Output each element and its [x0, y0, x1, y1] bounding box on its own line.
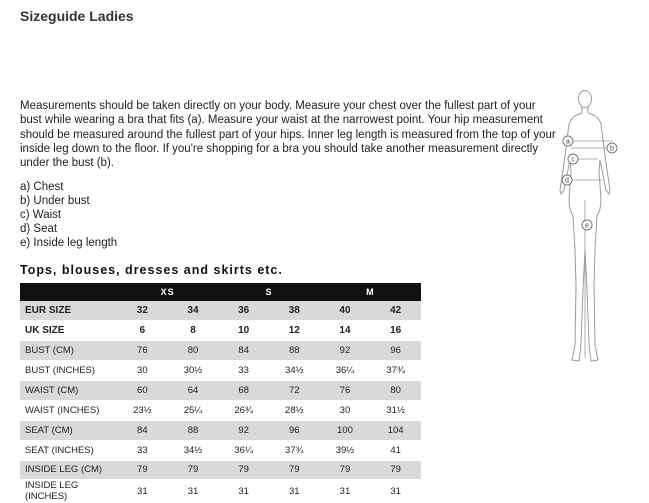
table-cell: 79 — [320, 460, 371, 480]
table-cell: 64 — [168, 380, 219, 400]
marker-c-label: c — [571, 156, 575, 164]
table-cell: 36 — [218, 301, 269, 320]
body-measurement-figure — [555, 90, 625, 380]
table-row — [20, 360, 421, 380]
table-cell: 79 — [269, 460, 320, 480]
table-cell: 31 — [269, 480, 320, 503]
row-label: INSIDE LEG (CM) — [20, 460, 117, 480]
table-cell: 80 — [370, 380, 421, 400]
marker-b-label: b — [610, 145, 614, 153]
table-cell: 34½ — [269, 360, 320, 380]
measurement-legend — [20, 180, 117, 250]
legend-item-inside-leg: e) Inside leg length — [20, 237, 118, 250]
table-cell: 31 — [117, 480, 168, 503]
table-cell: 6 — [117, 320, 168, 340]
table-cell: 16 — [370, 320, 421, 340]
table-cell: 79 — [370, 460, 421, 480]
table-cell: 100 — [320, 420, 371, 440]
table-cell: 14 — [320, 320, 371, 340]
table-row — [20, 420, 421, 440]
marker-e-label: e — [585, 222, 589, 230]
table-cell: 31 — [218, 480, 269, 503]
table-cell: 84 — [117, 420, 168, 440]
table-cell: 34 — [168, 301, 219, 320]
size-table-body — [20, 301, 421, 503]
table-cell: 36¼ — [218, 440, 269, 460]
table-cell: 96 — [269, 420, 320, 440]
table-cell: 30 — [117, 360, 168, 380]
table-cell: 92 — [320, 340, 371, 360]
table-cell: 79 — [218, 460, 269, 480]
table-cell: 26¾ — [218, 400, 269, 420]
table-row — [20, 301, 421, 320]
table-cell: 68 — [218, 380, 269, 400]
measurement-instructions: Measurements should be taken directly on your body. Measure your chest over the fullest part of your bust while wearing a bra that fits (a). Measure your waist at the narrowest point. Your hip measurement should be measured around the fullest part of your hips. Inner leg length is measured from the top of your inside leg down to the floor. If you're shopping for a bra you should take another measurement directly under the bust (b). — [20, 100, 556, 170]
table-cell: 76 — [320, 380, 371, 400]
row-label: SEAT (CM) — [20, 420, 117, 440]
table-cell: 10 — [218, 320, 269, 340]
table-cell: 34½ — [168, 440, 219, 460]
table-cell: 37¾ — [370, 360, 421, 380]
table-cell: 38 — [269, 301, 320, 320]
table-row — [20, 380, 421, 400]
table-cell: 40 — [320, 301, 371, 320]
table-cell: 33 — [218, 360, 269, 380]
table-cell: 36¼ — [320, 360, 371, 380]
table-row — [20, 480, 421, 503]
table-row — [20, 320, 421, 340]
table-cell: 42 — [370, 301, 421, 320]
table-cell: 31 — [320, 480, 371, 503]
marker-a-label: a — [566, 138, 570, 146]
figure-head — [579, 91, 592, 108]
legend-item-seat: d) Seat — [20, 223, 58, 236]
table-cell: 12 — [269, 320, 320, 340]
table-cell: 31½ — [370, 400, 421, 420]
row-label: WAIST (CM) — [20, 380, 117, 400]
table-cell: 8 — [168, 320, 219, 340]
table-cell: 31 — [168, 480, 219, 503]
table-cell: 72 — [269, 380, 320, 400]
size-group-xs: XS — [117, 283, 218, 301]
table-cell: 80 — [168, 340, 219, 360]
table-cell: 41 — [370, 440, 421, 460]
row-label: WAIST (INCHES) — [20, 400, 117, 420]
row-label: INSIDE LEG (INCHES) — [20, 480, 117, 503]
table-cell: 84 — [218, 340, 269, 360]
table-row — [20, 340, 421, 360]
table-row — [20, 460, 421, 480]
row-label: SEAT (INCHES) — [20, 440, 117, 460]
table-cell: 32 — [117, 301, 168, 320]
size-group-header — [20, 283, 421, 301]
size-group-m: M — [320, 283, 421, 301]
table-section-title: Tops, blouses, dresses and skirts etc. — [20, 263, 283, 277]
table-cell: 88 — [168, 420, 219, 440]
table-cell: 88 — [269, 340, 320, 360]
table-cell: 76 — [117, 340, 168, 360]
header-blank — [20, 283, 117, 301]
row-label: EUR SIZE — [20, 301, 117, 320]
table-row — [20, 440, 421, 460]
table-row — [20, 400, 421, 420]
table-cell: 60 — [117, 380, 168, 400]
table-cell: 79 — [117, 460, 168, 480]
table-cell: 33 — [117, 440, 168, 460]
table-cell: 96 — [370, 340, 421, 360]
marker-d-label: d — [565, 177, 569, 185]
table-cell: 37¾ — [269, 440, 320, 460]
table-cell: 92 — [218, 420, 269, 440]
size-table — [20, 283, 421, 503]
table-cell: 79 — [168, 460, 219, 480]
legend-item-under-bust: b) Under bust — [20, 195, 90, 208]
legend-item-chest: a) Chest — [20, 181, 64, 193]
table-cell: 104 — [370, 420, 421, 440]
page-title: Sizeguide Ladies — [20, 8, 134, 24]
table-cell: 28½ — [269, 400, 320, 420]
table-cell: 31 — [370, 480, 421, 503]
table-cell: 30½ — [168, 360, 219, 380]
row-label: BUST (INCHES) — [20, 360, 117, 380]
table-cell: 39½ — [320, 440, 371, 460]
row-label: BUST (CM) — [20, 340, 117, 360]
table-cell: 30 — [320, 400, 371, 420]
table-cell: 25¼ — [168, 400, 219, 420]
size-group-s: S — [218, 283, 319, 301]
row-label: UK SIZE — [20, 320, 117, 340]
table-cell: 23½ — [117, 400, 168, 420]
legend-item-waist: c) Waist — [20, 209, 62, 222]
